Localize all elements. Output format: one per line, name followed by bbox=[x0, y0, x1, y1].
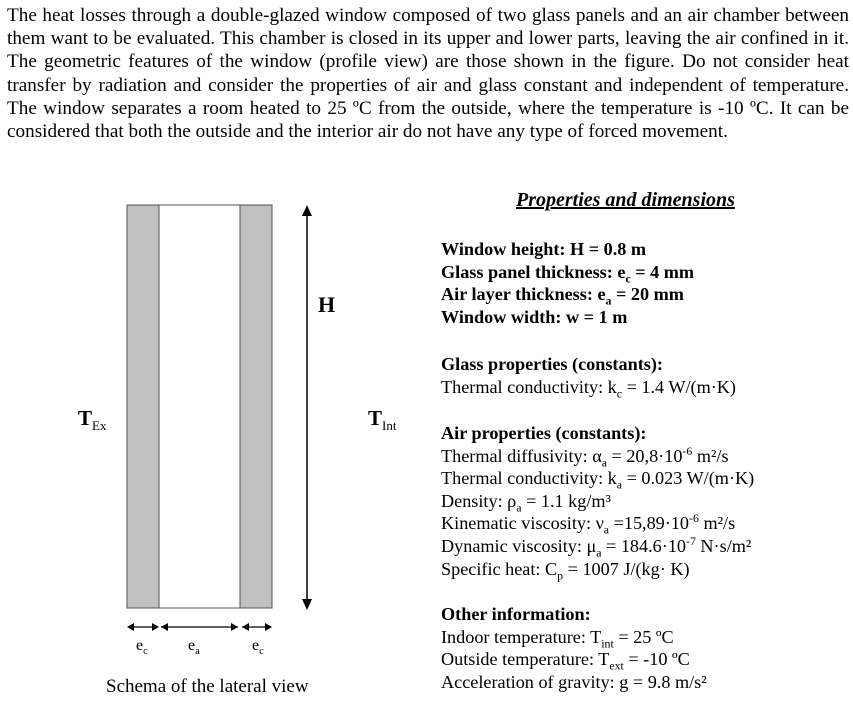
air-thickness: Air layer thickness: $e_a = 20$ mm bbox=[441, 284, 684, 308]
glass-panel-right bbox=[240, 205, 272, 608]
height-arrow bbox=[302, 205, 312, 610]
other-information-heading: Other information: bbox=[441, 604, 591, 624]
window-width: Window width: w = 1 m bbox=[441, 306, 628, 327]
glass-thickness-label-right: $e_c$ bbox=[252, 637, 264, 658]
glass-properties-heading: Glass properties (constants): bbox=[441, 354, 663, 374]
glass-thickness-label-left: $e_c$ bbox=[136, 637, 148, 658]
glass-conductivity: Thermal conductivity: $k_c = 1.4$ W/(m·K) bbox=[441, 376, 736, 401]
air-density: Density: $\rho_a = 1.1$ kg/m³ bbox=[441, 490, 611, 515]
air-conductivity: Thermal conductivity: $k_a = 0.023$ W/(m·K) bbox=[441, 468, 755, 492]
window-profile-diagram bbox=[0, 190, 430, 660]
dimensions-block bbox=[441, 238, 694, 328]
properties-title: Properties and dimensions bbox=[516, 189, 735, 211]
outside-temperature: Outside temperature: $T_{ext} = -10$ ºC bbox=[441, 649, 690, 673]
indoor-temperature: Indoor temperature: $T_{int} = 25$ ºC bbox=[441, 626, 674, 651]
glass-properties-block bbox=[441, 353, 736, 401]
air-chamber bbox=[159, 205, 240, 608]
outside-temperature-label: $T_{Ex}$ bbox=[78, 406, 107, 434]
height-label: H bbox=[318, 292, 336, 317]
glass-panel-left bbox=[127, 205, 159, 608]
gravity-acceleration: Acceleration of gravity: g = 9.8 m/s² bbox=[441, 671, 707, 692]
air-diffusivity: Thermal diffusivity: $\alpha_a = 20,8\cdot 10^{-6}$ m²/s bbox=[441, 443, 729, 470]
other-information-block bbox=[441, 603, 707, 693]
air-kinematic-viscosity: Kinematic viscosity: $\nu_a =15,89\cdot 10^{-6}$ m²/s bbox=[441, 511, 736, 538]
glass-thickness: Glass panel thickness: $e_c = 4$ mm bbox=[441, 261, 695, 286]
diagram-caption: Schema of the lateral view bbox=[106, 676, 309, 697]
air-properties-block bbox=[441, 422, 755, 583]
air-specific-heat: Specific heat: $C_p = 1007$ J/(kg· K) bbox=[441, 558, 690, 583]
air-thickness-label: $e_a$ bbox=[188, 637, 200, 658]
inside-temperature-label: $T_{Int}$ bbox=[368, 406, 397, 434]
problem-statement: The heat losses through a double-glazed window composed of two glass panels and an air chamber between them want to be evaluated. This chamber is closed in its upper and lower parts, leaving the air confined in it. The geometric features of the window (profile view) are those shown in the figure. Do not consider heat transfer by radiation and consider the properties of air and glass constant and independent of temperature. The window separates a room heated to 25 ºC from the outside, where the temperature is -10 ºC. It can be considered that both the outside and the interior air do not have any type of forced movement. bbox=[7, 5, 849, 143]
window-height: Window height: H = 0.8 m bbox=[441, 239, 647, 259]
air-dynamic-viscosity: Dynamic viscosity: $\mu_a = 184.6\cdot 10^{-7}$ N·s/m² bbox=[441, 533, 752, 560]
air-properties-heading: Air properties (constants): bbox=[441, 423, 647, 443]
